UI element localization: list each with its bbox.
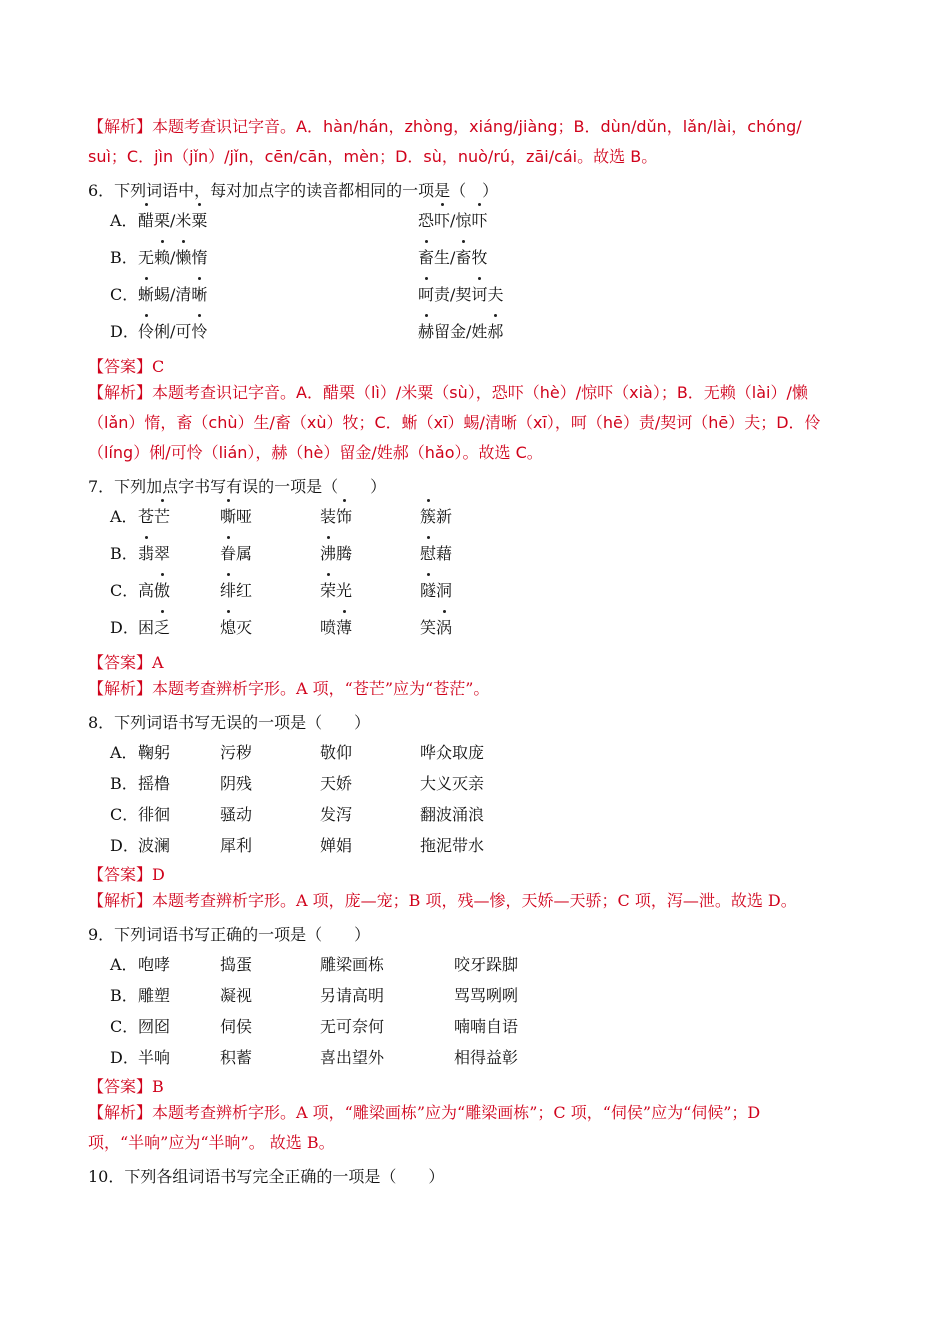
option-word: 咆哮	[138, 955, 171, 974]
option-word: 骂骂咧咧	[454, 986, 519, 1005]
analysis-text: 本题考查辨析字形。A 项，“雕梁画栋”应为“雕梁画栋”；C 项，“伺侯”应为“伺候”；D	[152, 1103, 761, 1122]
option-word: 凝视	[220, 986, 253, 1005]
emphasized-char: 懒	[175, 245, 191, 268]
answer-value: B	[152, 1077, 164, 1096]
option-letter: B．	[110, 544, 138, 563]
plain-text: 红	[236, 581, 253, 600]
plain-text: /	[170, 248, 176, 267]
option-row	[88, 239, 868, 276]
emphasized-char: 慰	[420, 541, 436, 564]
option-letter: D．	[110, 322, 139, 341]
option-word: 喜出望外	[320, 1048, 385, 1067]
plain-text: /惊	[450, 211, 472, 230]
option-word: 天娇	[320, 774, 353, 793]
plain-text: 灭	[236, 618, 253, 637]
emphasized-char: 芒	[154, 504, 170, 527]
option-word: 伺侯	[220, 1017, 253, 1036]
option-row	[88, 572, 868, 609]
plain-text: 责/契	[434, 285, 472, 304]
emphasized-char: 隧	[420, 578, 436, 601]
q6-analysis-line-2: （lǎn）惰，畜（chù）生/畜（xù）牧；C．蜥（xī）蜴/清晰（xī），呵（hē）责/契诃（hē）夫；D．伶	[88, 413, 821, 432]
option-word: 犀利	[220, 836, 253, 855]
answer-label: 【答案】	[88, 653, 153, 672]
plain-text: 留金/姓	[434, 322, 488, 341]
plain-text: 光	[336, 581, 353, 600]
word-pair	[138, 319, 207, 342]
emphasized-char: 畜	[455, 245, 471, 268]
option-letter: B．	[110, 774, 138, 793]
word-pair	[138, 245, 207, 268]
option-letter: C．	[110, 805, 139, 824]
answer-value: A	[152, 653, 164, 672]
option-letter: D．	[110, 618, 139, 637]
option-word: 大义灭亲	[420, 774, 485, 793]
word-pair	[138, 282, 207, 305]
analysis-label: 【解析】	[88, 891, 153, 910]
q7-analysis-line-1	[88, 674, 868, 704]
emphasized-char: 涡	[436, 615, 452, 638]
plain-text: 新	[436, 507, 453, 526]
q8-stem: 8．下列词语书写无误的一项是（ ）	[88, 713, 371, 732]
option-letter: C．	[110, 581, 139, 600]
option-word	[420, 578, 452, 601]
word-pair	[138, 208, 207, 231]
emphasized-char: 沸	[320, 541, 336, 564]
option-letter: B．	[110, 986, 138, 1005]
option-word: 翻波涌浪	[420, 805, 485, 824]
plain-text: 装	[320, 507, 337, 526]
option-word	[320, 578, 352, 601]
answer-label: 【答案】	[88, 1077, 153, 1096]
option-word: 囫囵	[138, 1017, 171, 1036]
emphasized-char: 粟	[191, 208, 207, 231]
option-word: 阴残	[220, 774, 253, 793]
option-word	[138, 578, 170, 601]
word-pair	[418, 245, 487, 268]
option-row	[88, 276, 868, 313]
plain-text: 属	[236, 544, 253, 563]
q9-answer	[88, 1076, 868, 1098]
analysis-label: 【解析】	[88, 1103, 153, 1122]
option-word	[138, 541, 170, 564]
option-word: 咬牙跺脚	[454, 955, 519, 974]
word-pair	[418, 282, 503, 305]
emphasized-char: 吓	[434, 208, 450, 231]
analysis-text: 本题考查识记字音。A．hàn/hán，zhòng，xiáng/jiàng；B．dùn/dǔn，lǎn/lài，chóng/	[152, 117, 802, 136]
emphasized-char: 眷	[220, 541, 236, 564]
option-word: 发泻	[320, 805, 353, 824]
q6-analysis-line-1	[88, 378, 868, 408]
option-word	[320, 504, 352, 527]
analysis-text: suì；C．jìn（jǐn）/jǐn，cēn/cān，mèn；D．sù，nuò/rú，zāi/cái。故选 B。	[88, 147, 658, 166]
option-word: 雕梁画栋	[320, 955, 385, 974]
emphasized-char: 饰	[336, 504, 352, 527]
option-word	[220, 504, 252, 527]
plain-text: 恐	[418, 211, 435, 230]
plain-text: 腾	[336, 544, 353, 563]
option-word	[420, 615, 452, 638]
option-letter: A．	[110, 507, 138, 526]
plain-text: 喷	[320, 618, 337, 637]
plain-text: 栗/米	[154, 211, 192, 230]
option-word: 鞠躬	[138, 743, 171, 762]
option-word	[320, 541, 352, 564]
q9-analysis-line-1	[88, 1098, 868, 1128]
plain-text: 俐/可	[154, 322, 192, 341]
option-word	[220, 615, 252, 638]
plain-text: 翠	[154, 544, 171, 563]
word-pair	[418, 319, 503, 342]
option-row	[88, 609, 868, 646]
option-letter: B．	[110, 248, 138, 267]
q8-options	[88, 734, 868, 858]
plain-text: 笑	[420, 618, 437, 637]
word-pair	[418, 208, 487, 231]
answer-value: D	[152, 865, 165, 884]
q6-analysis-line-3: （líng）俐/可怜（lián），赫（hè）留金/姓郝（hǎo）。故选 C。	[88, 443, 543, 462]
option-row	[88, 977, 868, 1008]
option-row	[88, 535, 868, 572]
emphasized-char: 晰	[191, 282, 207, 305]
answer-value: C	[152, 357, 165, 376]
q5-analysis-line-2	[88, 142, 868, 172]
option-word	[420, 504, 452, 527]
option-word: 无可奈何	[320, 1017, 385, 1036]
emphasized-char: 伶	[138, 319, 154, 342]
option-word: 婵娟	[320, 836, 353, 855]
option-word	[420, 541, 452, 564]
emphasized-char: 赫	[418, 319, 434, 342]
option-word	[320, 615, 352, 638]
option-row	[88, 313, 868, 350]
option-word: 波澜	[138, 836, 171, 855]
emphasized-char: 簇	[420, 504, 436, 527]
option-word: 拖泥带水	[420, 836, 485, 855]
option-word: 哗众取庞	[420, 743, 485, 762]
q9-options	[88, 946, 868, 1070]
option-row	[88, 498, 868, 535]
q5-analysis-line-1	[88, 112, 868, 142]
q7-options	[88, 498, 868, 646]
emphasized-char: 怜	[191, 319, 207, 342]
plain-text: 蜴/清	[154, 285, 192, 304]
option-word	[138, 504, 170, 527]
option-word: 敬仰	[320, 743, 353, 762]
option-row	[88, 202, 868, 239]
option-letter: A．	[110, 743, 138, 762]
plain-text: 洞	[436, 581, 453, 600]
emphasized-char: 蜥	[138, 282, 154, 305]
option-word: 捣蛋	[220, 955, 253, 974]
option-word	[220, 578, 252, 601]
option-word: 半响	[138, 1048, 171, 1067]
option-word: 积蓄	[220, 1048, 253, 1067]
option-row	[88, 827, 868, 858]
plain-text: 无	[138, 248, 155, 267]
option-word	[220, 541, 252, 564]
q10-stem: 10．下列各组词语书写完全正确的一项是（ ）	[88, 1167, 445, 1186]
emphasized-char: 嘶	[220, 504, 236, 527]
option-word: 污秽	[220, 743, 253, 762]
q8-answer	[88, 864, 868, 886]
plain-text: 困	[138, 618, 155, 637]
analysis-text: 本题考查识记字音。A．醋栗（lì）/米粟（sù），恐吓（hè）/惊吓（xià）；B．无赖（lài）/懒	[152, 383, 808, 402]
emphasized-char: 熄	[220, 615, 236, 638]
emphasized-char: 荣	[320, 578, 336, 601]
option-word: 相得益彰	[454, 1048, 519, 1067]
plain-text: 藉	[436, 544, 453, 563]
plain-text: 夫	[487, 285, 504, 304]
option-row	[88, 946, 868, 977]
option-word: 摇橹	[138, 774, 171, 793]
plain-text: 苍	[138, 507, 155, 526]
option-word: 另请高明	[320, 986, 385, 1005]
q7-answer	[88, 652, 868, 674]
option-row	[88, 1008, 868, 1039]
q6-options	[88, 202, 868, 350]
emphasized-char: 绯	[220, 578, 236, 601]
option-letter: D．	[110, 1048, 139, 1067]
emphasized-char: 吓	[471, 208, 487, 231]
emphasized-char: 傲	[154, 578, 170, 601]
option-word: 雕塑	[138, 986, 171, 1005]
emphasized-char: 翡	[138, 541, 154, 564]
option-word	[138, 615, 170, 638]
analysis-label: 【解析】	[88, 679, 153, 698]
emphasized-char: 乏	[154, 615, 170, 638]
option-row	[88, 765, 868, 796]
plain-text: 牧	[471, 248, 488, 267]
emphasized-char: 诃	[471, 282, 487, 305]
option-letter: C．	[110, 1017, 139, 1036]
emphasized-char: 醋	[138, 208, 154, 231]
option-word: 喃喃自语	[454, 1017, 519, 1036]
emphasized-char: 畜	[418, 245, 434, 268]
plain-text: 高	[138, 581, 155, 600]
q9-analysis-line-2: 项，“半响”应为“半晌”。 故选 B。	[88, 1133, 335, 1152]
analysis-text: 本题考查辨析字形。A 项，庞—宠；B 项，残—惨，天娇—天骄；C 项，泻—泄。故选 D。	[152, 891, 797, 910]
option-letter: C．	[110, 285, 139, 304]
option-letter: A．	[110, 955, 138, 974]
q7-stem: 7．下列加点字书写有误的一项是（ ）	[88, 477, 387, 496]
analysis-label: 【解析】	[88, 117, 153, 136]
plain-text: 生/	[434, 248, 456, 267]
option-letter: A．	[110, 211, 138, 230]
option-letter: D．	[110, 836, 139, 855]
option-word: 骚动	[220, 805, 253, 824]
answer-label: 【答案】	[88, 357, 153, 376]
q6-stem: 6．下列词语中，每对加点字的读音都相同的一项是（ ）	[88, 181, 499, 200]
option-row	[88, 734, 868, 765]
option-word: 徘徊	[138, 805, 171, 824]
emphasized-char: 郝	[487, 319, 503, 342]
option-row	[88, 1039, 868, 1070]
analysis-label: 【解析】	[88, 383, 153, 402]
q6-answer	[88, 356, 868, 378]
document-page	[88, 112, 868, 1188]
option-row	[88, 796, 868, 827]
answer-label: 【答案】	[88, 865, 153, 884]
emphasized-char: 薄	[336, 615, 352, 638]
q8-analysis-line-1	[88, 886, 868, 916]
analysis-text: 本题考查辨析字形。A 项，“苍芒”应为“苍茫”。	[152, 679, 490, 698]
plain-text: 哑	[236, 507, 253, 526]
emphasized-char: 赖	[154, 245, 170, 268]
q9-stem: 9．下列词语书写正确的一项是（ ）	[88, 925, 371, 944]
emphasized-char: 呵	[418, 282, 434, 305]
plain-text: 惰	[191, 248, 208, 267]
